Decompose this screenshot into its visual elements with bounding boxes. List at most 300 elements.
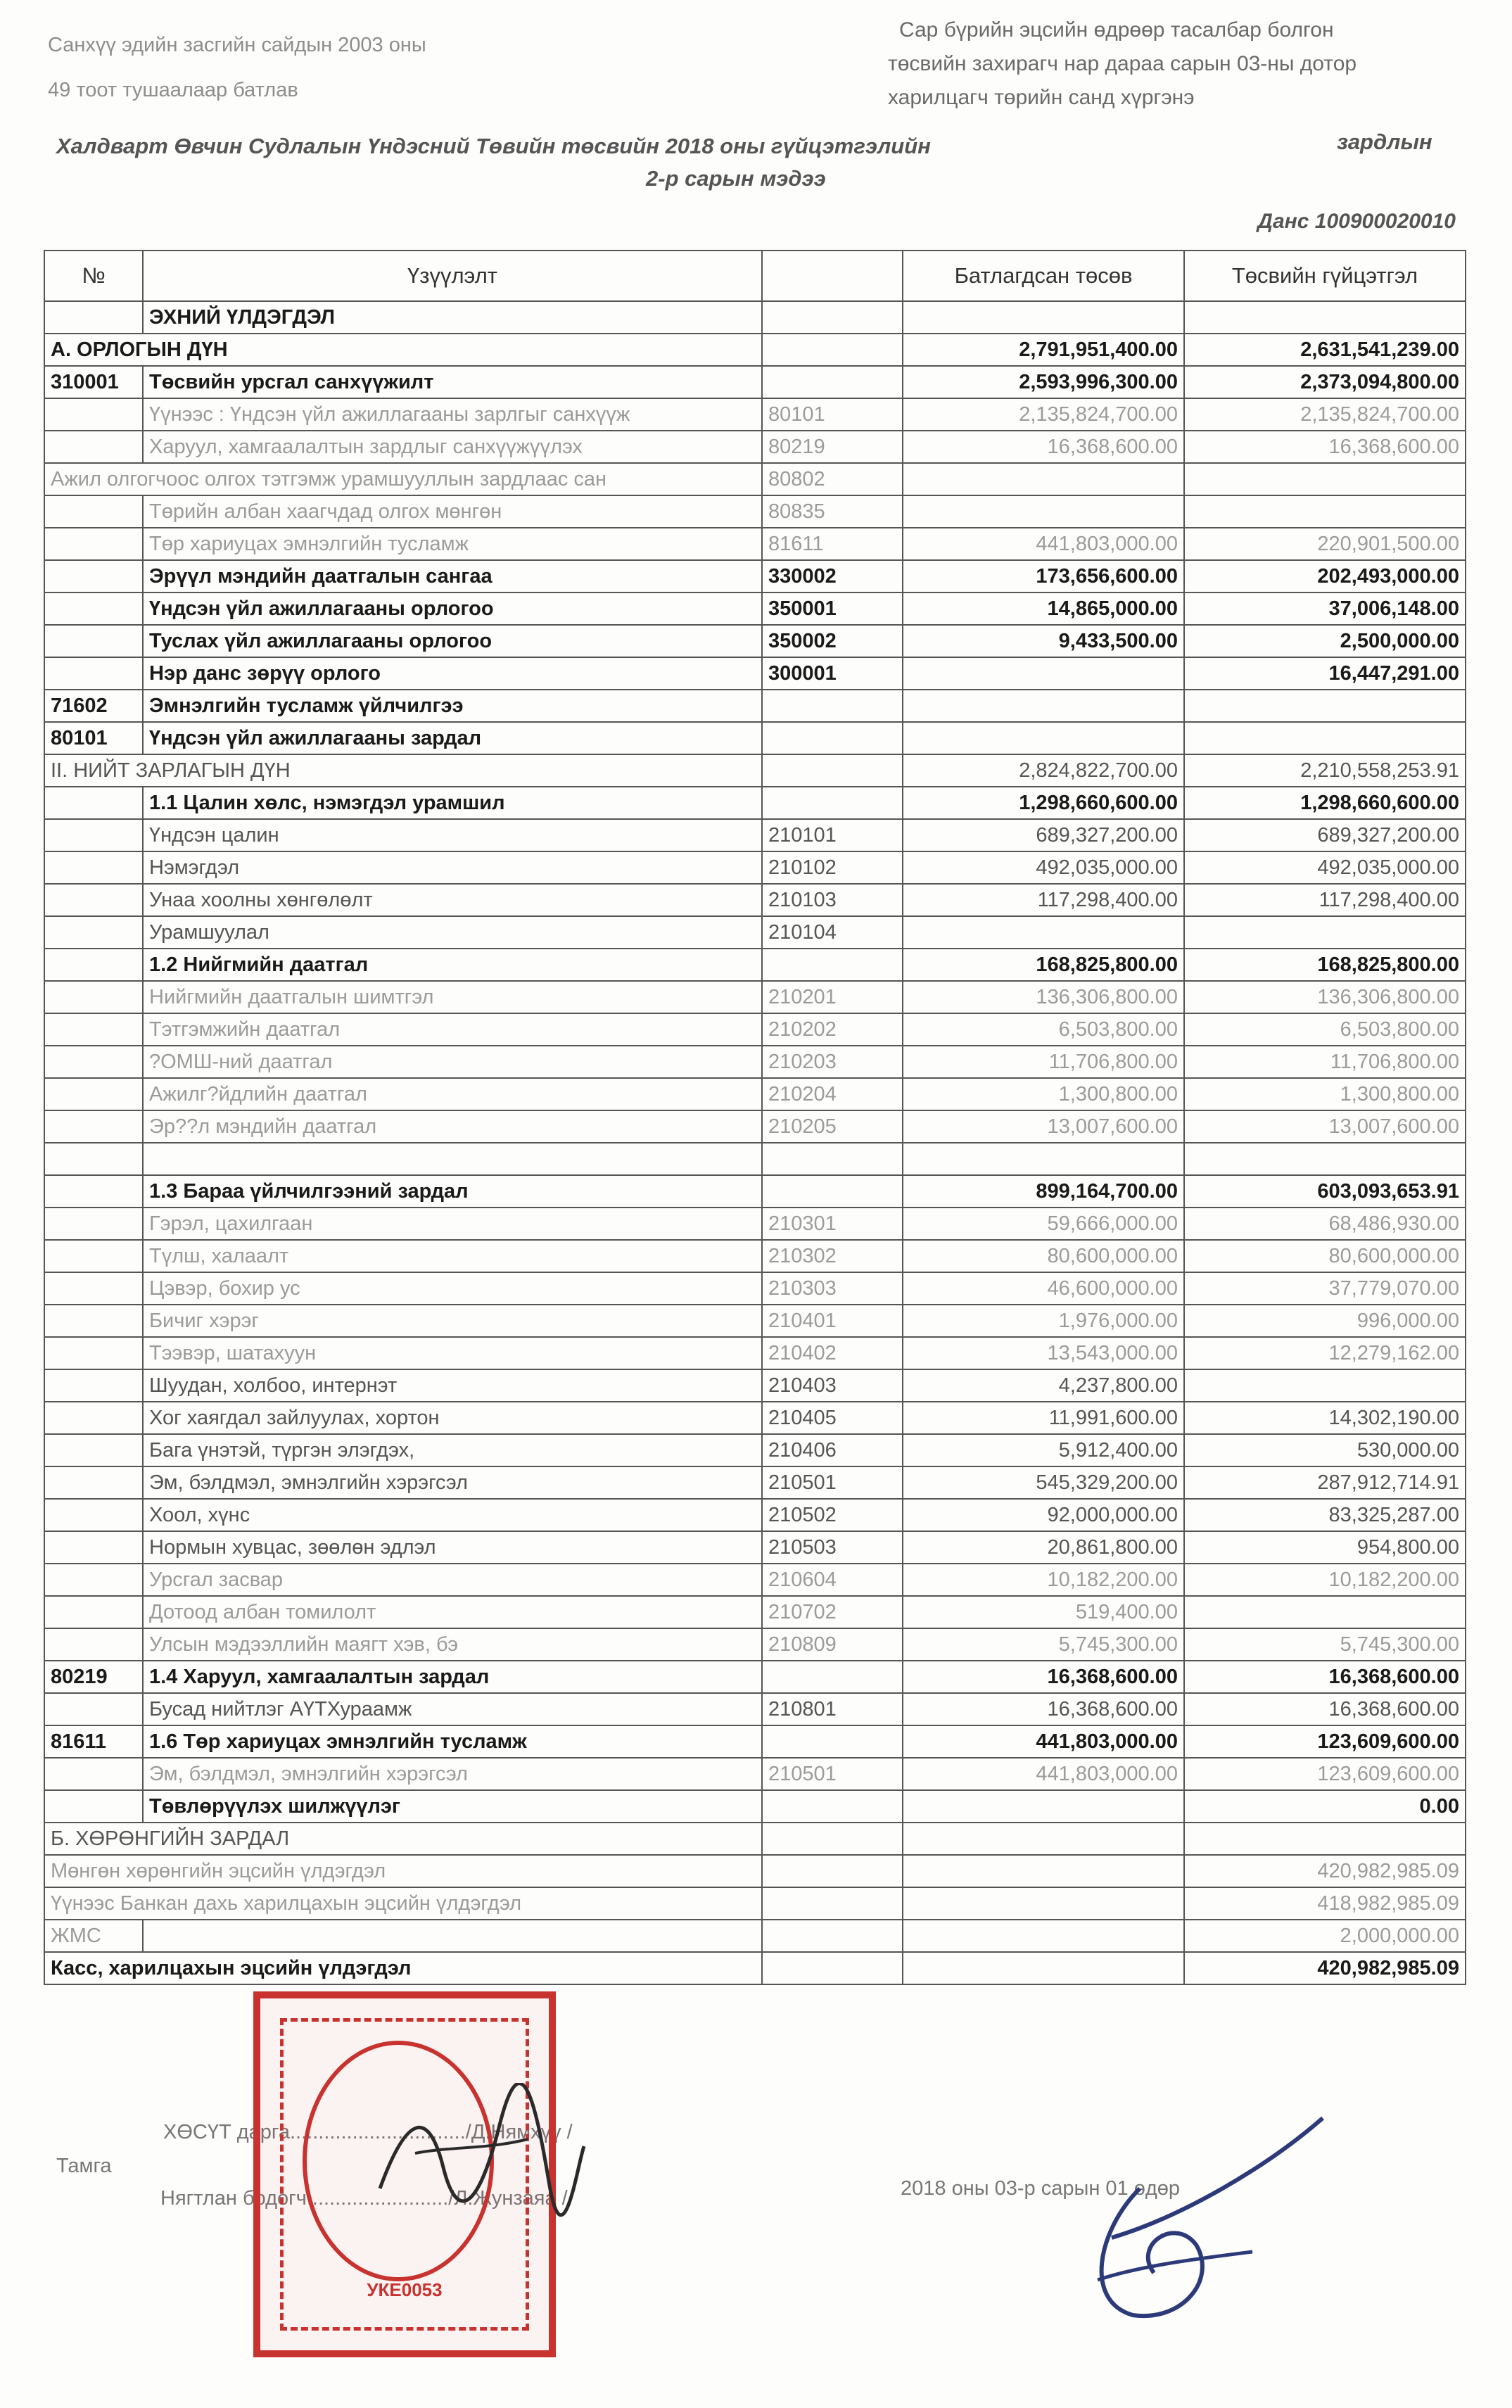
row-number-cell bbox=[44, 1466, 143, 1499]
row-code-cell: 210401 bbox=[762, 1305, 903, 1337]
row-number-cell bbox=[44, 1337, 143, 1369]
row-name-cell: 1.2 Нийгмийн даатгал bbox=[143, 949, 762, 981]
row-number-cell bbox=[44, 528, 143, 560]
row-number-cell bbox=[44, 851, 143, 884]
row-number-cell bbox=[44, 560, 143, 593]
table-row bbox=[44, 722, 1466, 754]
accountant-signature-line: Нягтлан бодогч........................./Л.Жунзаяа / bbox=[160, 2187, 568, 2210]
row-code-cell: 210501 bbox=[762, 1466, 903, 1499]
row-actual-cell bbox=[1184, 916, 1466, 949]
row-approved-cell: 2,791,951,400.00 bbox=[903, 334, 1184, 366]
row-code-cell bbox=[762, 366, 903, 398]
row-code-cell: 210203 bbox=[762, 1046, 903, 1078]
row-approved-cell bbox=[903, 690, 1184, 722]
row-name-cell: Төсвийн урсгал санхүүжилт bbox=[143, 366, 762, 398]
row-approved-cell: 136,306,800.00 bbox=[903, 981, 1184, 1013]
row-actual-cell: 492,035,000.00 bbox=[1184, 851, 1466, 884]
row-number-cell: Б. ХӨРӨНГИЙН ЗАРДАЛ bbox=[44, 1823, 762, 1855]
table-row bbox=[44, 819, 1466, 851]
row-name-cell: Ажилг?йдлийн даатгал bbox=[143, 1078, 762, 1110]
row-actual-cell: 202,493,000.00 bbox=[1184, 560, 1466, 593]
row-actual-cell: 83,325,287.00 bbox=[1184, 1499, 1466, 1531]
row-number-cell bbox=[44, 1143, 143, 1175]
table-row bbox=[44, 1790, 1466, 1823]
accountant-signature bbox=[1055, 2104, 1337, 2329]
row-approved-cell: 1,298,660,600.00 bbox=[903, 787, 1184, 819]
row-number-cell bbox=[44, 1305, 143, 1337]
row-actual-cell bbox=[1184, 1596, 1466, 1628]
row-code-cell bbox=[762, 334, 903, 366]
row-code-cell: 210202 bbox=[762, 1013, 903, 1046]
row-actual-cell bbox=[1184, 722, 1466, 754]
row-name-cell: Улсын мэдээллийн маягт хэв, бэ bbox=[143, 1628, 762, 1661]
table-row bbox=[44, 1208, 1466, 1240]
row-actual-cell: 5,745,300.00 bbox=[1184, 1628, 1466, 1661]
table-row bbox=[44, 1402, 1466, 1434]
row-name-cell: Гэрэл, цахилгаан bbox=[143, 1208, 762, 1240]
table-row bbox=[44, 1758, 1466, 1790]
table-row bbox=[44, 1725, 1466, 1758]
row-name-cell: Төрийн албан хаагчдад олгох мөнгөн bbox=[143, 495, 762, 528]
row-approved-cell bbox=[903, 1790, 1184, 1823]
table-row bbox=[44, 1531, 1466, 1564]
row-number-cell bbox=[44, 495, 143, 528]
row-approved-cell: 11,991,600.00 bbox=[903, 1402, 1184, 1434]
row-code-cell: 350002 bbox=[762, 625, 903, 657]
table-row bbox=[44, 366, 1466, 398]
row-actual-cell: 603,093,653.91 bbox=[1184, 1175, 1466, 1208]
table-body bbox=[44, 301, 1466, 1984]
row-name-cell: Дотоод албан томилолт bbox=[143, 1596, 762, 1628]
row-name-cell: ЭХНИЙ ҮЛДЭГДЭЛ bbox=[143, 301, 762, 334]
row-code-cell: 210302 bbox=[762, 1240, 903, 1272]
row-name-cell: Эм, бэлдмэл, эмнэлгийн хэрэгсэл bbox=[143, 1466, 762, 1499]
row-code-cell: 210101 bbox=[762, 819, 903, 851]
seal-label: Тамга bbox=[56, 2155, 112, 2177]
row-number-cell: Үүнээс Банкан дахь харилцахын эцсийн үлдэгдэл bbox=[44, 1887, 762, 1920]
row-approved-cell: 14,865,000.00 bbox=[903, 593, 1184, 625]
table-row bbox=[44, 1823, 1466, 1855]
row-code-cell: 210809 bbox=[762, 1628, 903, 1661]
row-name-cell: Бусад нийтлэг АҮТХураамж bbox=[143, 1693, 762, 1725]
table-row bbox=[44, 754, 1466, 787]
seal-code: УКЕ0053 bbox=[367, 2279, 443, 2300]
row-actual-cell: 1,298,660,600.00 bbox=[1184, 787, 1466, 819]
instruction-line-2: төсвийн захирагч нар дараа сарын 03-ны дотор bbox=[888, 52, 1357, 75]
row-name-cell: ?ОМШ-ний даатгал bbox=[143, 1046, 762, 1078]
row-approved-cell bbox=[903, 1143, 1184, 1175]
row-approved-cell: 492,035,000.00 bbox=[903, 851, 1184, 884]
row-name-cell: Түлш, халаалт bbox=[143, 1240, 762, 1272]
row-actual-cell: 123,609,600.00 bbox=[1184, 1758, 1466, 1790]
row-actual-cell: 68,486,930.00 bbox=[1184, 1208, 1466, 1240]
row-code-cell: 210103 bbox=[762, 884, 903, 916]
row-name-cell: Цэвэр, бохир ус bbox=[143, 1272, 762, 1305]
row-approved-cell bbox=[903, 657, 1184, 690]
table-row bbox=[44, 431, 1466, 463]
row-code-cell bbox=[762, 690, 903, 722]
row-actual-cell: 16,368,600.00 bbox=[1184, 431, 1466, 463]
table-row bbox=[44, 1920, 1466, 1952]
row-code-cell: 210102 bbox=[762, 851, 903, 884]
row-code-cell: 80835 bbox=[762, 495, 903, 528]
table-row bbox=[44, 1337, 1466, 1369]
row-name-cell: 1.1 Цалин хөлс, нэмэгдэл урамшил bbox=[143, 787, 762, 819]
row-approved-cell bbox=[903, 916, 1184, 949]
row-approved-cell: 689,327,200.00 bbox=[903, 819, 1184, 851]
row-name-cell: Үндсэн цалин bbox=[143, 819, 762, 851]
row-number-cell: А. ОРЛОГЫН ДҮН bbox=[44, 334, 762, 366]
row-code-cell: 210204 bbox=[762, 1078, 903, 1110]
column-header-approved: Батлагдсан төсөв bbox=[903, 251, 1184, 301]
row-number-cell: Мөнгөн хөрөнгийн эцсийн үлдэгдэл bbox=[44, 1855, 762, 1887]
row-number-cell bbox=[44, 1208, 143, 1240]
row-actual-cell: 117,298,400.00 bbox=[1184, 884, 1466, 916]
row-number-cell bbox=[44, 1564, 143, 1596]
row-approved-cell: 1,976,000.00 bbox=[903, 1305, 1184, 1337]
table-row bbox=[44, 1369, 1466, 1402]
row-number-cell bbox=[44, 1402, 143, 1434]
row-code-cell: 210402 bbox=[762, 1337, 903, 1369]
row-code-cell: 210301 bbox=[762, 1208, 903, 1240]
row-name-cell: Туслах үйл ажиллагааны орлогоо bbox=[143, 625, 762, 657]
row-name-cell: Урсгал засвар bbox=[143, 1564, 762, 1596]
row-actual-cell: 689,327,200.00 bbox=[1184, 819, 1466, 851]
row-approved-cell bbox=[903, 1823, 1184, 1855]
row-name-cell: Шуудан, холбоо, интернэт bbox=[143, 1369, 762, 1402]
row-number-cell bbox=[44, 1790, 143, 1823]
row-name-cell: Хог хаягдал зайлуулах, хортон bbox=[143, 1402, 762, 1434]
table-row bbox=[44, 1078, 1466, 1110]
table-row bbox=[44, 690, 1466, 722]
table-row bbox=[44, 1596, 1466, 1628]
row-number-cell bbox=[44, 1693, 143, 1725]
row-code-cell: 210406 bbox=[762, 1434, 903, 1466]
row-number-cell: II. НИЙТ ЗАРЛАГЫН ДҮН bbox=[44, 754, 762, 787]
row-number-cell bbox=[44, 819, 143, 851]
row-number-cell bbox=[44, 1499, 143, 1531]
row-actual-cell bbox=[1184, 1143, 1466, 1175]
row-actual-cell: 2,210,558,253.91 bbox=[1184, 754, 1466, 787]
table-row bbox=[44, 1887, 1466, 1920]
row-actual-cell: 2,000,000.00 bbox=[1184, 1920, 1466, 1952]
instruction-line-1: Сар бүрийн эцсийн өдрөөр тасалбар болгон bbox=[899, 18, 1334, 42]
row-approved-cell: 16,368,600.00 bbox=[903, 1661, 1184, 1693]
row-approved-cell bbox=[903, 1855, 1184, 1887]
row-code-cell bbox=[762, 1790, 903, 1823]
row-actual-cell bbox=[1184, 690, 1466, 722]
row-actual-cell: 420,982,985.09 bbox=[1184, 1952, 1466, 1984]
row-number-cell: 80101 bbox=[44, 722, 143, 754]
row-approved-cell bbox=[903, 1887, 1184, 1920]
report-title: Халдварт Өвчин Судлалын Үндэсний Төвийн төсвийн 2018 оны гүйцэтгэлийн bbox=[56, 134, 931, 158]
row-code-cell bbox=[762, 1887, 903, 1920]
row-number-cell bbox=[44, 657, 143, 690]
table-row bbox=[44, 1305, 1466, 1337]
table-row bbox=[44, 1466, 1466, 1499]
row-actual-cell: 6,503,800.00 bbox=[1184, 1013, 1466, 1046]
budget-report-table bbox=[44, 250, 1466, 1985]
row-number-cell bbox=[44, 431, 143, 463]
row-code-cell bbox=[762, 1952, 903, 1984]
row-number-cell bbox=[44, 1434, 143, 1466]
row-approved-cell: 441,803,000.00 bbox=[903, 1758, 1184, 1790]
row-name-cell: Тэтгэмжийн даатгал bbox=[143, 1013, 762, 1046]
row-actual-cell: 2,135,824,700.00 bbox=[1184, 398, 1466, 431]
row-code-cell: 81611 bbox=[762, 528, 903, 560]
row-number-cell bbox=[44, 1175, 143, 1208]
row-actual-cell: 287,912,714.91 bbox=[1184, 1466, 1466, 1499]
table-row bbox=[44, 787, 1466, 819]
row-name-cell bbox=[143, 1143, 762, 1175]
row-code-cell bbox=[762, 1175, 903, 1208]
row-number-cell bbox=[44, 1758, 143, 1790]
table-row bbox=[44, 1628, 1466, 1661]
table-row bbox=[44, 1693, 1466, 1725]
row-number-cell bbox=[44, 1046, 143, 1078]
row-name-cell bbox=[143, 1920, 762, 1952]
row-actual-cell: 530,000.00 bbox=[1184, 1434, 1466, 1466]
report-title-suffix: зардлын bbox=[1337, 129, 1432, 154]
table-row bbox=[44, 593, 1466, 625]
row-approved-cell: 13,007,600.00 bbox=[903, 1110, 1184, 1143]
table-row bbox=[44, 657, 1466, 690]
row-actual-cell: 996,000.00 bbox=[1184, 1305, 1466, 1337]
row-approved-cell: 13,543,000.00 bbox=[903, 1337, 1184, 1369]
row-code-cell: 210503 bbox=[762, 1531, 903, 1564]
row-name-cell: Үүнээс : Үндсэн үйл ажиллагааны зарлгыг санхүүж bbox=[143, 398, 762, 431]
row-approved-cell: 10,182,200.00 bbox=[903, 1564, 1184, 1596]
table-row bbox=[44, 1240, 1466, 1272]
table-row bbox=[44, 495, 1466, 528]
row-approved-cell: 46,600,000.00 bbox=[903, 1272, 1184, 1305]
row-actual-cell bbox=[1184, 1823, 1466, 1855]
row-approved-cell: 168,825,800.00 bbox=[903, 949, 1184, 981]
row-actual-cell: 420,982,985.09 bbox=[1184, 1855, 1466, 1887]
row-number-cell bbox=[44, 1272, 143, 1305]
row-number-cell bbox=[44, 1110, 143, 1143]
row-name-cell: Үндсэн үйл ажиллагааны орлогоо bbox=[143, 593, 762, 625]
row-actual-cell: 1,300,800.00 bbox=[1184, 1078, 1466, 1110]
report-subtitle: 2-р сарын мэдээ bbox=[646, 166, 826, 191]
row-code-cell bbox=[762, 1855, 903, 1887]
row-code-cell bbox=[762, 787, 903, 819]
table-row bbox=[44, 1143, 1466, 1175]
row-actual-cell: 37,006,148.00 bbox=[1184, 593, 1466, 625]
row-code-cell: 80219 bbox=[762, 431, 903, 463]
row-approved-cell: 80,600,000.00 bbox=[903, 1240, 1184, 1272]
row-approved-cell: 5,745,300.00 bbox=[903, 1628, 1184, 1661]
row-code-cell: 210502 bbox=[762, 1499, 903, 1531]
row-code-cell: 210201 bbox=[762, 981, 903, 1013]
table-row bbox=[44, 1855, 1466, 1887]
table-header-row bbox=[44, 251, 1466, 301]
row-actual-cell: 136,306,800.00 bbox=[1184, 981, 1466, 1013]
table-row bbox=[44, 301, 1466, 334]
row-name-cell: 1.4 Харуул, хамгаалалтын зардал bbox=[143, 1661, 762, 1693]
column-header-no: № bbox=[44, 251, 143, 301]
table-row bbox=[44, 1013, 1466, 1046]
row-actual-cell: 13,007,600.00 bbox=[1184, 1110, 1466, 1143]
table-row bbox=[44, 949, 1466, 981]
row-approved-cell: 6,503,800.00 bbox=[903, 1013, 1184, 1046]
row-name-cell: 1.3 Бараа үйлчилгээний зардал bbox=[143, 1175, 762, 1208]
column-header-actual: Төсвийн гүйцэтгэл bbox=[1184, 251, 1466, 301]
row-code-cell: 210604 bbox=[762, 1564, 903, 1596]
table-row bbox=[44, 1110, 1466, 1143]
row-code-cell: 300001 bbox=[762, 657, 903, 690]
row-approved-cell: 2,135,824,700.00 bbox=[903, 398, 1184, 431]
row-number-cell bbox=[44, 981, 143, 1013]
director-signature-line: ХӨСҮТ дарга.............................../Д.Нямхүү / bbox=[163, 2121, 573, 2143]
row-name-cell: Нийгмийн даатгалын шимтгэл bbox=[143, 981, 762, 1013]
row-actual-cell: 2,631,541,239.00 bbox=[1184, 334, 1466, 366]
row-number-cell: 80219 bbox=[44, 1661, 143, 1693]
row-actual-cell: 11,706,800.00 bbox=[1184, 1046, 1466, 1078]
row-number-cell: Ажил олгогчоос олгох тэтгэмж урамшууллын зардлаас сан bbox=[44, 463, 762, 495]
row-actual-cell bbox=[1184, 1369, 1466, 1402]
row-name-cell: Төр хариуцах эмнэлгийн тусламж bbox=[143, 528, 762, 560]
row-number-cell bbox=[44, 1078, 143, 1110]
row-actual-cell: 2,373,094,800.00 bbox=[1184, 366, 1466, 398]
row-code-cell bbox=[762, 754, 903, 787]
column-header-code bbox=[762, 251, 903, 301]
row-code-cell: 210403 bbox=[762, 1369, 903, 1402]
row-approved-cell: 441,803,000.00 bbox=[903, 1725, 1184, 1758]
row-code-cell bbox=[762, 1725, 903, 1758]
row-approved-cell: 20,861,800.00 bbox=[903, 1531, 1184, 1564]
row-name-cell: Бага үнэтэй, түргэн элэгдэх, bbox=[143, 1434, 762, 1466]
row-number-cell bbox=[44, 1628, 143, 1661]
row-actual-cell: 12,279,162.00 bbox=[1184, 1337, 1466, 1369]
row-name-cell: Нэр данс зөрүү орлого bbox=[143, 657, 762, 690]
row-number-cell: Касс, харилцахын эцсийн үлдэгдэл bbox=[44, 1952, 762, 1984]
row-code-cell: 210104 bbox=[762, 916, 903, 949]
row-approved-cell: 173,656,600.00 bbox=[903, 560, 1184, 593]
row-code-cell bbox=[762, 1143, 903, 1175]
row-name-cell: Урамшуулал bbox=[143, 916, 762, 949]
row-actual-cell: 16,447,291.00 bbox=[1184, 657, 1466, 690]
row-actual-cell bbox=[1184, 495, 1466, 528]
table-row bbox=[44, 1499, 1466, 1531]
row-number-cell bbox=[44, 1596, 143, 1628]
row-number-cell bbox=[44, 1531, 143, 1564]
row-actual-cell: 0.00 bbox=[1184, 1790, 1466, 1823]
row-approved-cell: 519,400.00 bbox=[903, 1596, 1184, 1628]
table-row bbox=[44, 884, 1466, 916]
row-number-cell bbox=[44, 625, 143, 657]
row-number-cell bbox=[44, 787, 143, 819]
table-row bbox=[44, 1952, 1466, 1984]
row-approved-cell: 4,237,800.00 bbox=[903, 1369, 1184, 1402]
row-number-cell bbox=[44, 884, 143, 916]
row-code-cell bbox=[762, 722, 903, 754]
row-approved-cell bbox=[903, 495, 1184, 528]
row-name-cell: Үндсэн үйл ажиллагааны зардал bbox=[143, 722, 762, 754]
row-actual-cell: 80,600,000.00 bbox=[1184, 1240, 1466, 1272]
row-actual-cell: 16,368,600.00 bbox=[1184, 1661, 1466, 1693]
row-name-cell: Тээвэр, шатахуун bbox=[143, 1337, 762, 1369]
table-row bbox=[44, 528, 1466, 560]
decree-line-1: Санхүү эдийн засгийн сайдын 2003 оны bbox=[48, 34, 426, 56]
row-actual-cell: 168,825,800.00 bbox=[1184, 949, 1466, 981]
row-approved-cell: 117,298,400.00 bbox=[903, 884, 1184, 916]
row-name-cell: Эр??л мэндийн даатгал bbox=[143, 1110, 762, 1143]
row-code-cell: 210303 bbox=[762, 1272, 903, 1305]
table-row bbox=[44, 398, 1466, 431]
row-approved-cell bbox=[903, 301, 1184, 334]
row-number-cell: 71602 bbox=[44, 690, 143, 722]
row-approved-cell: 5,912,400.00 bbox=[903, 1434, 1184, 1466]
report-date: 2018 оны 03-р сарын 01 өдөр bbox=[901, 2177, 1181, 2200]
row-name-cell: Бичиг хэрэг bbox=[143, 1305, 762, 1337]
row-code-cell: 80802 bbox=[762, 463, 903, 495]
row-number-cell bbox=[44, 301, 143, 334]
row-code-cell bbox=[762, 1823, 903, 1855]
table-row bbox=[44, 981, 1466, 1013]
row-approved-cell bbox=[903, 463, 1184, 495]
row-code-cell bbox=[762, 949, 903, 981]
table-row bbox=[44, 463, 1466, 495]
row-code-cell: 330002 bbox=[762, 560, 903, 593]
row-number-cell bbox=[44, 593, 143, 625]
row-approved-cell: 92,000,000.00 bbox=[903, 1499, 1184, 1531]
row-approved-cell bbox=[903, 1920, 1184, 1952]
row-code-cell: 80101 bbox=[762, 398, 903, 431]
row-code-cell: 210405 bbox=[762, 1402, 903, 1434]
row-name-cell: Унаа хоолны хөнгөлөлт bbox=[143, 884, 762, 916]
row-number-cell bbox=[44, 1240, 143, 1272]
row-code-cell: 350001 bbox=[762, 593, 903, 625]
row-code-cell bbox=[762, 301, 903, 334]
row-approved-cell: 16,368,600.00 bbox=[903, 431, 1184, 463]
table-row bbox=[44, 1272, 1466, 1305]
row-code-cell bbox=[762, 1920, 903, 1952]
table-row bbox=[44, 1661, 1466, 1693]
row-name-cell: Эм, бэлдмэл, эмнэлгийн хэрэгсэл bbox=[143, 1758, 762, 1790]
row-actual-cell: 10,182,200.00 bbox=[1184, 1564, 1466, 1596]
row-code-cell: 210801 bbox=[762, 1693, 903, 1725]
row-actual-cell bbox=[1184, 301, 1466, 334]
decree-line-2: 49 тоот тушаалаар батлав bbox=[48, 79, 298, 101]
row-number-cell bbox=[44, 949, 143, 981]
row-approved-cell: 9,433,500.00 bbox=[903, 625, 1184, 657]
row-approved-cell bbox=[903, 722, 1184, 754]
table-row bbox=[44, 560, 1466, 593]
table-row bbox=[44, 916, 1466, 949]
row-number-cell: 310001 bbox=[44, 366, 143, 398]
row-number-cell bbox=[44, 916, 143, 949]
row-code-cell bbox=[762, 1661, 903, 1693]
row-name-cell: Нормын хувцас, зөөлөн эдлэл bbox=[143, 1531, 762, 1564]
row-approved-cell: 11,706,800.00 bbox=[903, 1046, 1184, 1078]
row-number-cell: 81611 bbox=[44, 1725, 143, 1758]
row-actual-cell: 16,368,600.00 bbox=[1184, 1693, 1466, 1725]
row-name-cell: Харуул, хамгаалалтын зардлыг санхүүжүүлэх bbox=[143, 431, 762, 463]
row-actual-cell: 37,779,070.00 bbox=[1184, 1272, 1466, 1305]
row-approved-cell: 59,666,000.00 bbox=[903, 1208, 1184, 1240]
row-name-cell: Нэмэгдэл bbox=[143, 851, 762, 884]
instruction-line-3: харилцагч төрийн санд хүргэнэ bbox=[888, 86, 1195, 109]
director-signature bbox=[366, 2083, 591, 2224]
row-name-cell: Хоол, хүнс bbox=[143, 1499, 762, 1531]
row-name-cell: 1.6 Төр хариуцах эмнэлгийн тусламж bbox=[143, 1725, 762, 1758]
row-approved-cell bbox=[903, 1952, 1184, 1984]
row-actual-cell bbox=[1184, 463, 1466, 495]
table-row bbox=[44, 1046, 1466, 1078]
row-actual-cell: 220,901,500.00 bbox=[1184, 528, 1466, 560]
table-row bbox=[44, 1564, 1466, 1596]
